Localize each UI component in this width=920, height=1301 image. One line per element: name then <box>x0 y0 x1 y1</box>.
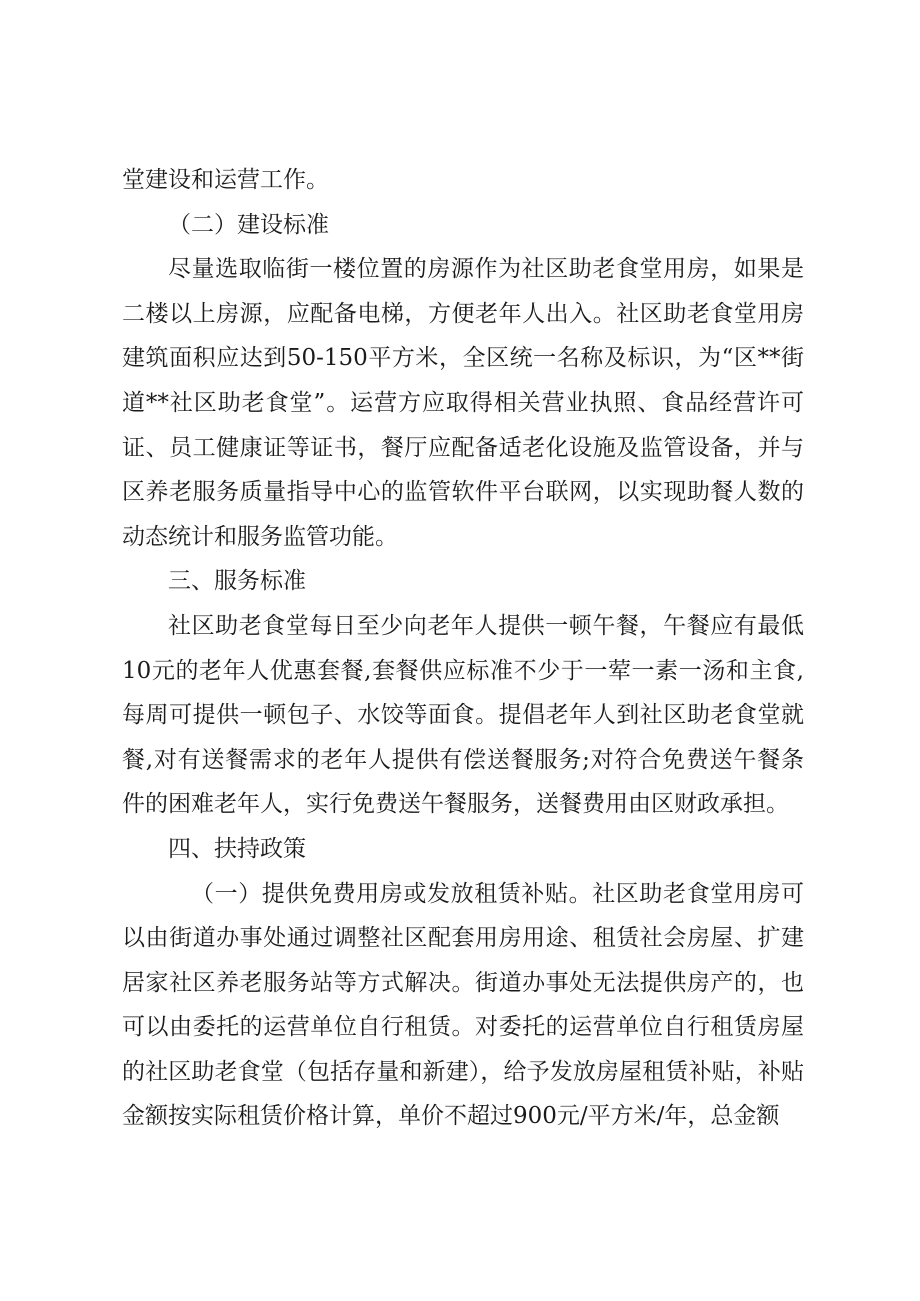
paragraph-support-policy-housing: （一）提供免费用房或发放租赁补贴。社区助老食堂用房可以由街道办事处通过调整社区配套用房用途、租赁社会房屋、扩建居家社区养老服务站等方式解决。街道办事处无法提供房产的，也可以由委托的运营单位自行租赁。对委托的运营单位自行租赁房屋的社区助老食堂（包括存量和新建），给予发放房屋租赁补贴，补贴金额按实际租赁价格计算，单价不超过900元/平方米/年，总金额 <box>122 880 804 1130</box>
document-body <box>122 158 804 1139</box>
paragraph-continuation: 堂建设和运营工作。 <box>122 167 329 193</box>
paragraph-construction-standard: 尽量选取临街一楼位置的房源作为社区助老食堂用房，如果是二楼以上房源，应配备电梯，方便老年人出入。社区助老食堂用房建筑面积应达到50-150平方米，全区统一名称及标识，为“区**街道**社区助老食堂”。运营方应取得相关营业执照、食品经营许可证、员工健康证等证书，餐厅应配备适老化设施及监管设备，并与区养老服务质量指导中心的监管软件平台联网，以实现助餐人数的动态统计和服务监管功能。 <box>122 256 804 550</box>
paragraph-service-standard: 社区助老食堂每日至少向老年人提供一顿午餐，午餐应有最低10元的老年人优惠套餐,套餐供应标准不少于一荤一素一汤和主食,每周可提供一顿包子、水饺等面食。提倡老年人到社区助老食堂就餐,对有送餐需求的老年人提供有偿送餐服务;对符合免费送午餐条件的困难老年人，实行免费送午餐服务，送餐费用由区财政承担。 <box>122 612 804 818</box>
section-heading-service-standard: 三、服务标准 <box>168 568 306 595</box>
section-heading-support-policy: 四、扶持政策 <box>168 835 306 862</box>
subsection-heading-construction-standard: （二）建设标准 <box>168 211 329 238</box>
